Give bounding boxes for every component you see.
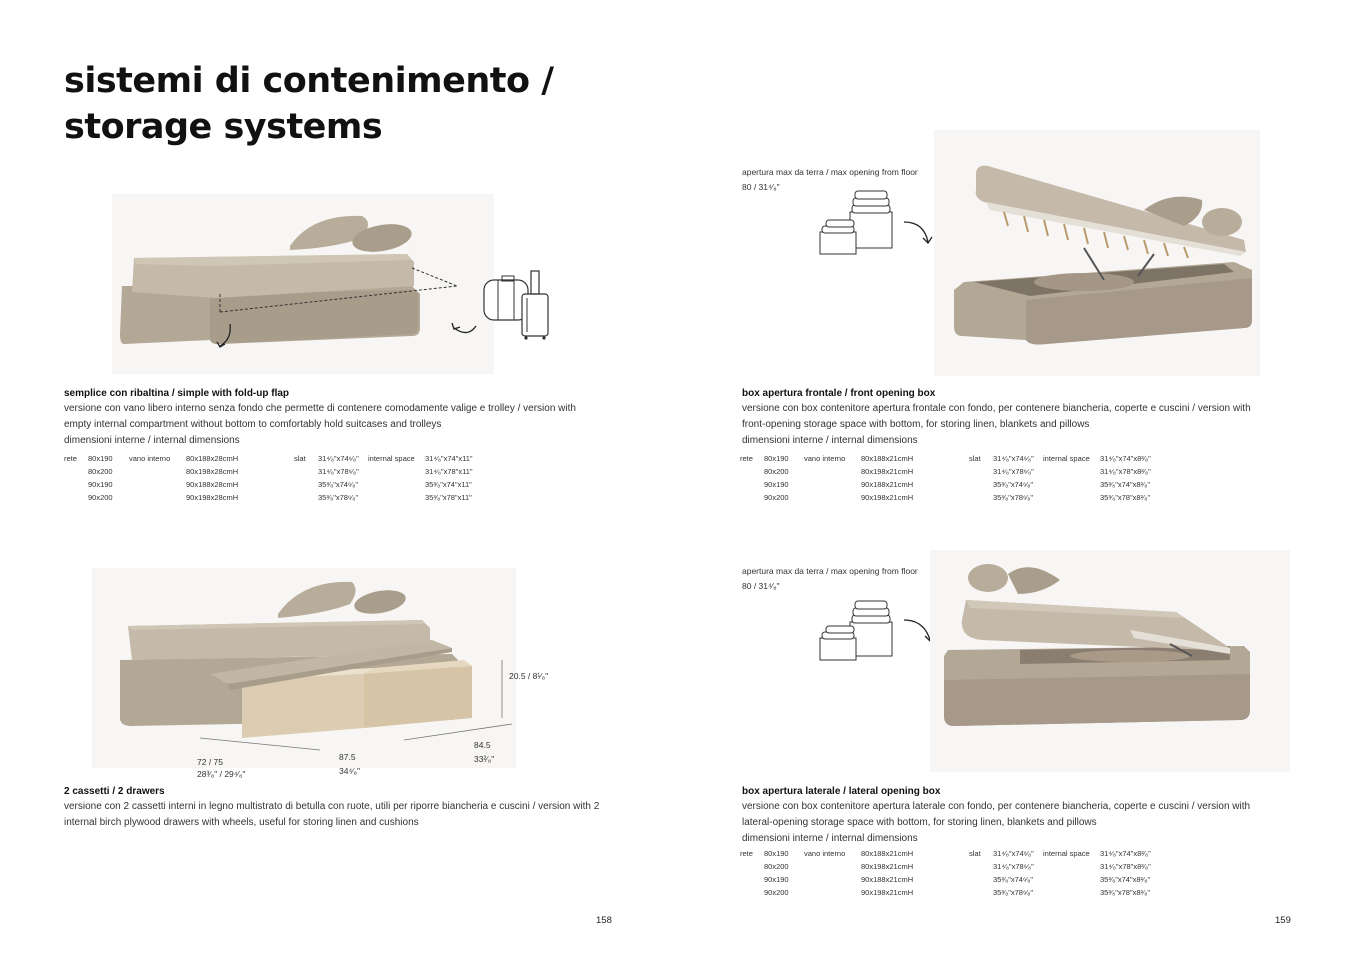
- table-cell: internal space: [1043, 849, 1090, 858]
- drawer-height-measure: 20.5 / 8¹⁄₈": [509, 671, 549, 681]
- table-cell: 31⁴⁄₈"x74⁶⁄₈": [993, 849, 1034, 858]
- measure-in: 33²⁄₈": [474, 754, 495, 764]
- front-desc-line: versione con box contenitore apertura frontale con fondo, per contenere biancheria, coperte e cuscini / version with: [742, 403, 1251, 414]
- flap-desc-line: empty internal compartment without bottom to comfortably hold suitcases and trolleys: [64, 419, 442, 430]
- table-cell: 80x200: [764, 862, 789, 871]
- table-cell: internal space: [1043, 454, 1090, 463]
- table-cell: [1043, 480, 1100, 493]
- table-cell: slat: [294, 454, 306, 463]
- page-number-left: 158: [596, 915, 612, 926]
- flap-desc-line: versione con vano libero interno senza fondo che permette di contenere comodamente valige e trolley / version with: [64, 403, 576, 414]
- table-cell: 35³⁄₈"x74⁶⁄₈": [993, 875, 1034, 884]
- drawer-depth-measure: [197, 756, 245, 780]
- table-cell: 80x198x21cmH: [861, 467, 914, 476]
- table-cell: [969, 862, 993, 875]
- table-cell: 31⁴⁄₈"x74"x8²⁄₈": [1100, 849, 1151, 858]
- table-cell: [804, 480, 861, 493]
- table-cell: [1043, 467, 1100, 480]
- flap-bed-image: [112, 194, 494, 374]
- table-cell: 90x190: [764, 480, 789, 489]
- table-cell: 80x200: [88, 467, 113, 476]
- table-cell: 35³⁄₈"x78⁶⁄₈": [993, 493, 1034, 502]
- lateral-opening-note: [742, 565, 918, 593]
- table-row: [64, 454, 495, 467]
- table-cell: 31⁴⁄₈"x74"x8²⁄₈": [1100, 454, 1151, 463]
- table-row: [740, 875, 1170, 888]
- measure-cm: 84.5: [474, 740, 491, 750]
- table-cell: 80x188x21cmH: [861, 454, 914, 463]
- table-cell: [1043, 888, 1100, 901]
- table-cell: [64, 493, 88, 506]
- table-cell: 80x190: [88, 454, 113, 463]
- table-cell: 35³⁄₈"x74⁶⁄₈": [318, 480, 359, 489]
- table-cell: [1043, 493, 1100, 506]
- table-cell: 80x188x21cmH: [861, 849, 914, 858]
- table-cell: [969, 493, 993, 506]
- table-cell: 90x200: [764, 888, 789, 897]
- front-desc-line: front-opening storage space with bottom, for storing linen, blankets and pillows: [742, 419, 1090, 430]
- flap-description: [64, 401, 576, 449]
- table-cell: [368, 480, 425, 493]
- table-cell: [368, 467, 425, 480]
- table-cell: 90x198x21cmH: [861, 888, 914, 897]
- table-row: [740, 493, 1170, 506]
- table-row: [740, 454, 1170, 467]
- front-title: box apertura frontale / front opening box: [742, 388, 936, 399]
- linen-stack-icon: [818, 596, 938, 664]
- front-description: [742, 401, 1251, 449]
- table-cell: [969, 888, 993, 901]
- table-cell: 31⁴⁄₈"x74⁶⁄₈": [318, 454, 359, 463]
- front-box-bed-image: [934, 130, 1260, 376]
- table-cell: rete: [740, 849, 753, 858]
- table-cell: [804, 467, 861, 480]
- measure-in: 34⁴⁄₈": [339, 766, 361, 776]
- table-row: [740, 849, 1170, 862]
- table-cell: vano interno: [804, 454, 846, 463]
- table-cell: [129, 467, 186, 480]
- table-cell: 90x200: [764, 493, 789, 502]
- table-cell: [804, 862, 861, 875]
- table-cell: 31⁴⁄₈"x78"x11": [425, 467, 473, 476]
- table-cell: slat: [969, 849, 981, 858]
- table-cell: rete: [64, 454, 77, 463]
- table-cell: [294, 480, 318, 493]
- linen-stack-icon: [818, 188, 938, 256]
- table-cell: 80x190: [764, 849, 789, 858]
- table-cell: [969, 875, 993, 888]
- bed-image-icon: [934, 130, 1260, 376]
- table-cell: [368, 493, 425, 506]
- table-cell: 31⁴⁄₈"x78"x8²⁄₈": [1100, 467, 1151, 476]
- table-cell: vano interno: [804, 849, 846, 858]
- table-cell: 35³⁄₈"x74"x8²⁄₈": [1100, 875, 1151, 884]
- table-cell: [129, 480, 186, 493]
- table-cell: 31⁴⁄₈"x78⁶⁄₈": [993, 467, 1034, 476]
- table-cell: 90x190: [88, 480, 113, 489]
- table-cell: [969, 467, 993, 480]
- table-cell: 90x188x21cmH: [861, 480, 914, 489]
- table-row: [740, 467, 1170, 480]
- flap-dimensions-table: [64, 454, 495, 506]
- page-number-right: 159: [1275, 915, 1291, 926]
- table-cell: [129, 493, 186, 506]
- table-row: [64, 467, 495, 480]
- bed-image-icon: [92, 568, 516, 768]
- lateral-desc-line: versione con box contenitore apertura laterale con fondo, per contenere biancheria, coperte e cuscini / version with: [742, 801, 1251, 812]
- table-cell: [740, 862, 764, 875]
- table-cell: [804, 493, 861, 506]
- lateral-box-bed-image: [930, 550, 1290, 772]
- table-cell: [64, 480, 88, 493]
- table-cell: 90x198x28cmH: [186, 493, 239, 502]
- table-cell: 35³⁄₈"x74⁶⁄₈": [993, 480, 1034, 489]
- table-cell: [740, 480, 764, 493]
- table-cell: [294, 493, 318, 506]
- table-cell: 90x190: [764, 875, 789, 884]
- table-cell: [64, 467, 88, 480]
- table-cell: [1043, 875, 1100, 888]
- table-cell: 35³⁄₈"x78"x8²⁄₈": [1100, 888, 1151, 897]
- table-cell: [740, 875, 764, 888]
- table-row: [740, 862, 1170, 875]
- table-cell: 35³⁄₈"x78⁶⁄₈": [318, 493, 359, 502]
- flap-title: semplice con ribaltina / simple with fold-up flap: [64, 388, 290, 399]
- drawers-title: 2 cassetti / 2 drawers: [64, 786, 165, 797]
- lateral-title: box apertura laterale / lateral opening box: [742, 786, 941, 797]
- note-line: 80 / 31⁴⁄₈": [742, 581, 780, 591]
- lateral-description: [742, 799, 1250, 847]
- drawers-desc-line: internal birch plywood drawers with wheels, useful for storing linen and cushions: [64, 817, 419, 828]
- table-cell: 80x198x28cmH: [186, 467, 239, 476]
- table-cell: 90x198x21cmH: [861, 493, 914, 502]
- table-cell: 35³⁄₈"x78⁶⁄₈": [993, 888, 1034, 897]
- front-desc-line: dimensioni interne / internal dimensions: [742, 435, 918, 446]
- measure-cm: 72 / 75: [197, 757, 223, 767]
- table-row: [64, 493, 495, 506]
- note-line: apertura max da terra / max opening from floor: [742, 566, 918, 576]
- suitcase-icon: [448, 268, 558, 344]
- measure-in: 28³⁄₈" / 29⁴⁄₈": [197, 769, 246, 779]
- table-cell: vano interno: [129, 454, 171, 463]
- table-cell: 35³⁄₈"x74"x11": [425, 480, 472, 489]
- note-line: apertura max da terra / max opening from floor: [742, 167, 918, 177]
- page-title: [64, 58, 553, 150]
- table-cell: internal space: [368, 454, 415, 463]
- table-row: [740, 888, 1170, 901]
- table-cell: [740, 493, 764, 506]
- front-dimensions-table: [740, 454, 1170, 506]
- table-cell: [1043, 862, 1100, 875]
- table-cell: 80x190: [764, 454, 789, 463]
- table-cell: [969, 480, 993, 493]
- table-cell: 80x198x21cmH: [861, 862, 914, 871]
- note-line: 80 / 31⁴⁄₈": [742, 182, 780, 192]
- table-cell: 80x200: [764, 467, 789, 476]
- table-cell: slat: [969, 454, 981, 463]
- table-cell: 90x188x21cmH: [861, 875, 914, 884]
- page-title-line1: sistemi di contenimento /: [64, 61, 554, 101]
- table-cell: 31⁴⁄₈"x78⁶⁄₈": [318, 467, 359, 476]
- table-cell: 31⁴⁄₈"x78⁶⁄₈": [993, 862, 1034, 871]
- drawers-description: [64, 799, 599, 831]
- table-cell: 31⁴⁄₈"x74⁶⁄₈": [993, 454, 1034, 463]
- table-cell: [740, 888, 764, 901]
- table-cell: 35³⁄₈"x74"x8²⁄₈": [1100, 480, 1151, 489]
- table-cell: [294, 467, 318, 480]
- table-row: [740, 480, 1170, 493]
- table-cell: 90x188x28cmH: [186, 480, 239, 489]
- lateral-desc-line: dimensioni interne / internal dimensions: [742, 833, 918, 844]
- table-cell: 31⁴⁄₈"x74"x11": [425, 454, 473, 463]
- table-cell: 80x188x28cmH: [186, 454, 239, 463]
- drawers-desc-line: versione con 2 cassetti interni in legno multistrato di betulla con ruote, utili per riporre biancheria e cuscini / version with 2: [64, 801, 600, 812]
- table-row: [64, 480, 495, 493]
- measure-cm: 87.5: [339, 752, 356, 762]
- table-cell: [740, 467, 764, 480]
- lateral-dimensions-table: [740, 849, 1170, 901]
- table-cell: 31⁴⁄₈"x78"x8²⁄₈": [1100, 862, 1151, 871]
- lateral-desc-line: lateral-opening storage space with bottom, for storing linen, blankets and pillows: [742, 817, 1097, 828]
- table-cell: [804, 875, 861, 888]
- table-cell: 90x200: [88, 493, 113, 502]
- table-cell: 35³⁄₈"x78"x11": [425, 493, 472, 502]
- bed-image-icon: [112, 194, 494, 374]
- bed-image-icon: [930, 550, 1290, 772]
- page-title-line2: storage systems: [64, 107, 383, 147]
- table-cell: [804, 888, 861, 901]
- drawer-width-measure-b: [474, 739, 494, 765]
- drawers-bed-image: [92, 568, 516, 768]
- flap-desc-line: dimensioni interne / internal dimensions: [64, 435, 240, 446]
- table-cell: 35³⁄₈"x78"x8²⁄₈": [1100, 493, 1151, 502]
- drawer-width-measure-a: [339, 751, 360, 777]
- table-cell: rete: [740, 454, 753, 463]
